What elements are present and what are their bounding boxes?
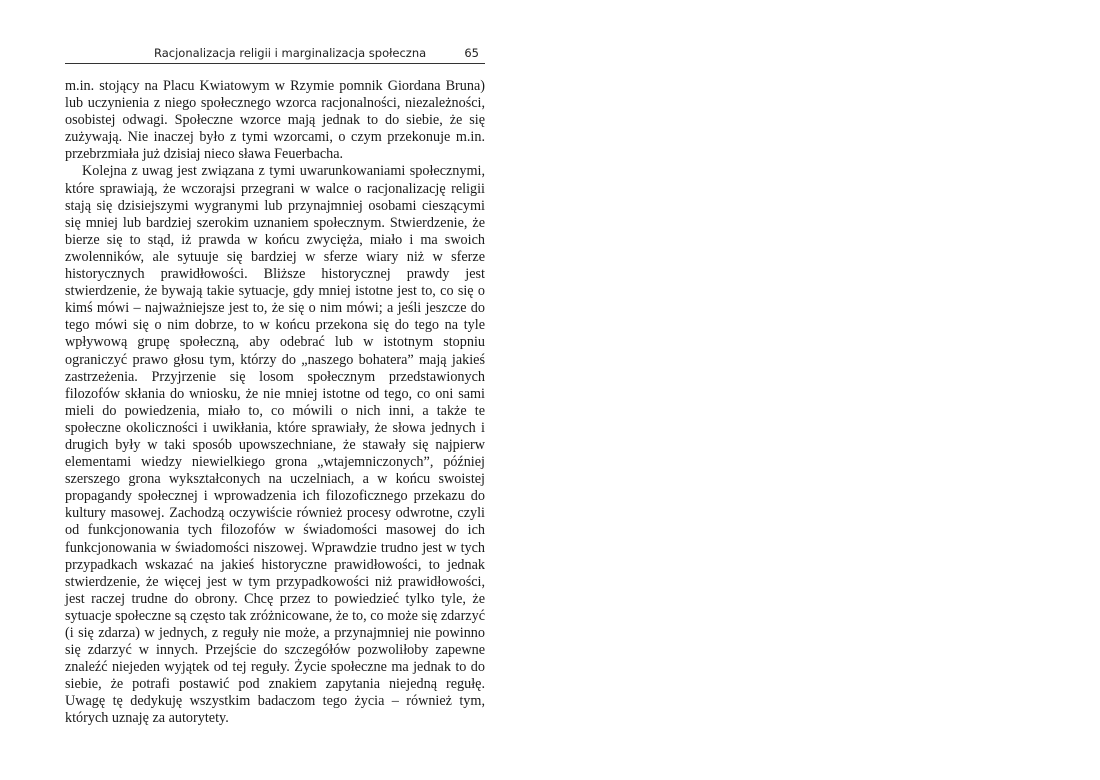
running-title: Racjonalizacja religii i marginalizacja społeczna — [154, 46, 427, 60]
page-number: 65 — [464, 46, 479, 60]
paragraph: Kolejna z uwag jest związana z tymi uwarunkowaniami społecznymi, które sprawiają, że wczorajsi przegrani w walce o racjonalizację religii stają się dzisiejszymi wygranymi lub przynajmniej osobami cieszącymi się mniej lub bardziej szerokim uznaniem społecznym. Stwierdzenie, że bierze się to stąd, iż prawda w końcu zwycięża, miało i ma swoich zwolenników, ale sytuuje się bardziej w sferze wiary niż w sferze historycznych prawidłowości. Bliższe historycznej prawdy jest stwierdzenie, że bywają takie sytuacje, gdy mniej istotne jest to, co się o kimś mówi – najważniejsze jest to, że się o nim mówi; a jeśli jeszcze do tego mówi się o nim dobrze, to w końcu przekona się do tego na tyle wpływową grupę społeczną, aby odebrać lub w istotnym stopniu ograniczyć prawo głosu tym, którzy do „naszego bohatera” mają jakieś zastrzeżenia. Przyjrzenie się losom społecznym przedstawionych filozofów skłania do wniosku, że nie mniej istotne od tego, co oni sami mieli do powiedzenia, miało to, co mówili o nich inni, a także te społeczne okoliczności i uwikłania, które sprawiały, że słowa jednych i drugich były w taki sposób upowszechniane, że stawały się najpierw elementami wiedzy niewielkiego grona „wtajemniczonych”, później szerszego grona wykształconych na uczelniach, a w końcu swoistej propagandy społecznej i wprowadzenia ich filozoficznego przekazu do kultury masowej. Zachodzą oczywiście również procesy odwrotne, czyli od funkcjonowania tych filozofów w świadomości masowej do ich funkcjonowania w świadomości niszowej. Wprawdzie trudno jest w tych przypadkach wskazać na jakieś historyczne prawidłowości, to jednak stwierdzenie, że więcej jest w tym przypadkowości niż prawidłowości, jest raczej trudne do obrony. Chcę przez to powiedzieć tylko tyle, że sytuacje społeczne są często tak zróżnicowane, że to, co może się zdarzyć (i się zdarza) w jednych, z reguły nie może, a przynajmniej nie powinno się zdarzyć w innych. Przejście do szczegółów pozwoliłoby zapewne znaleźć niejeden wyjątek od tej reguły. Życie społeczne ma jednak to do siebie, że potrafi postawić pod znakiem zapytania niejedną regułę. Uwagę tę dedykuję wszystkim badaczom tego życia – również tym, których uznaję za autorytety. — [65, 163, 485, 727]
paragraph-continuation: m.in. stojący na Placu Kwiatowym w Rzymie pomnik Giordana Bruna) lub uczynienia z niego społecznego wzorca racjonalności, niezależności, osobistej odwagi. Społeczne wzorce mają jednak to do siebie, że się zużywają. Nie inaczej było z tymi wzorcami, o czym przekonuje m.in. przebrzmiała już dzisiaj nieco sława Feuerbacha. — [65, 78, 485, 163]
running-header — [65, 43, 485, 64]
body-text — [65, 78, 485, 728]
